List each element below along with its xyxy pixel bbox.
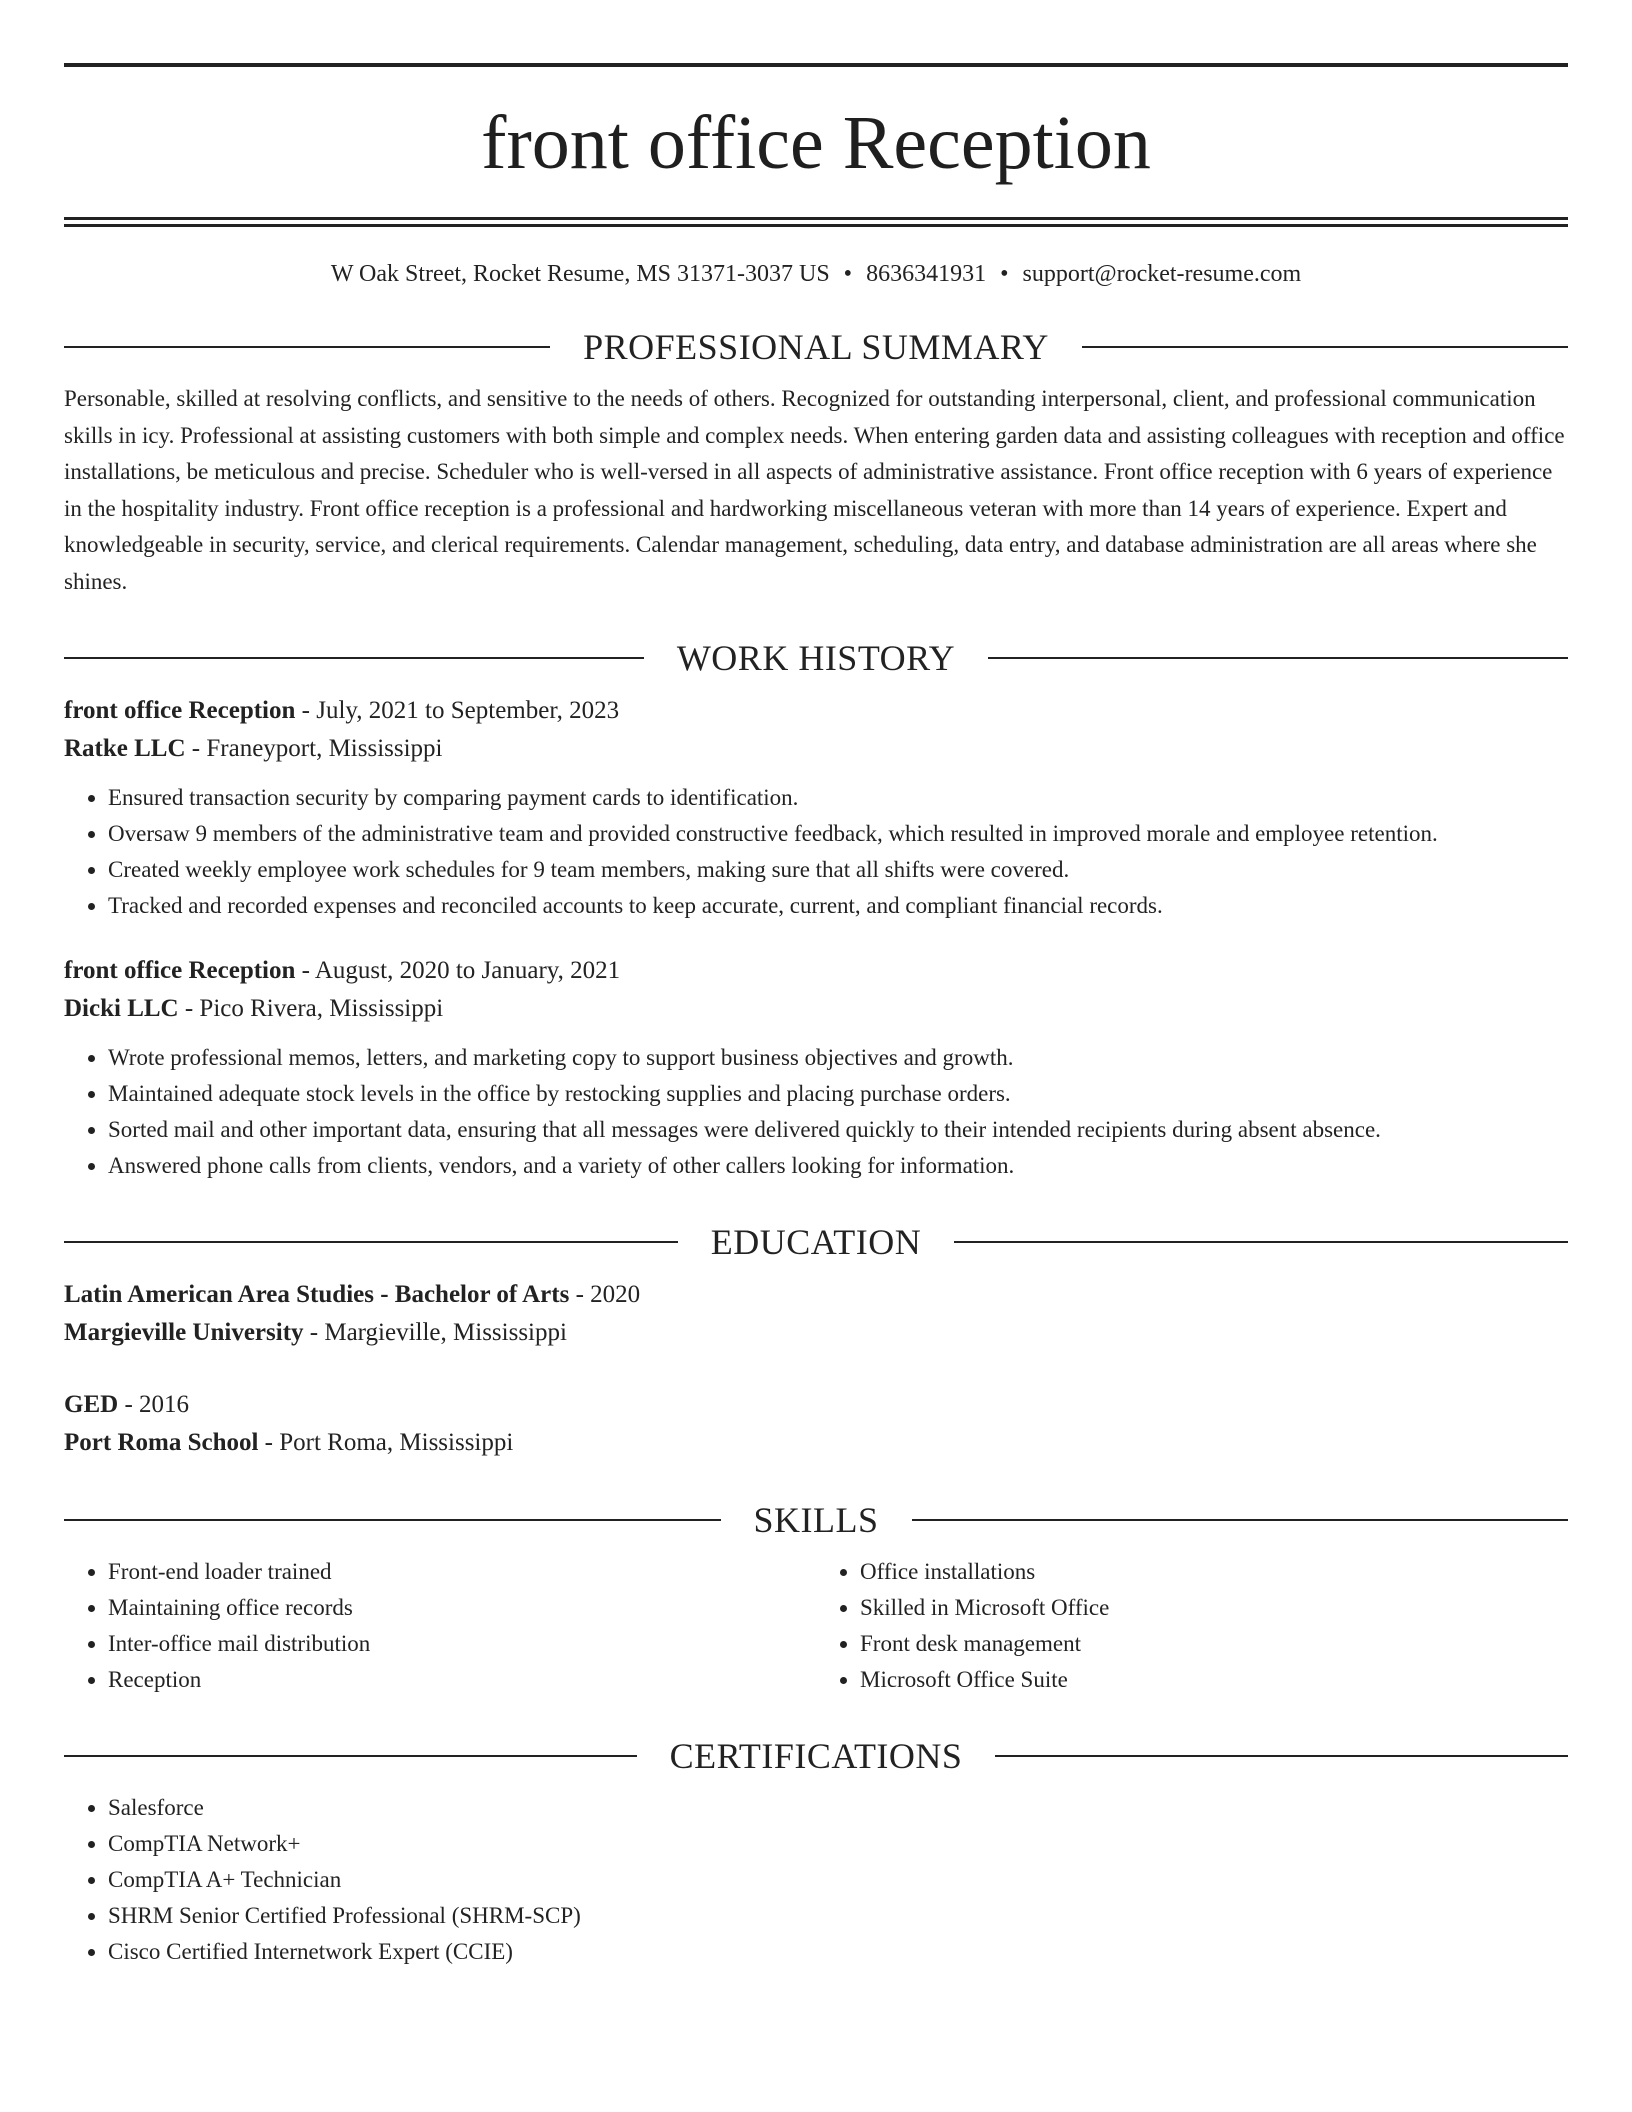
job-location: - Franeyport, Mississippi [185,735,443,762]
list-item: • Maintaining office records [108,1590,816,1626]
education-school: Port Roma School [64,1429,259,1456]
job-title-line [64,692,1568,730]
skills-list-left [64,1554,816,1698]
job-company-line [64,990,1568,1028]
resume-name: front office Reception [481,101,1151,185]
list-item: • Skilled in Microsoft Office [860,1590,1568,1626]
contact-address: W Oak Street, Rocket Resume, MS 31371-3037 US [330,261,830,287]
job-entry [64,952,1568,1184]
list-item: • Sorted mail and other important data, ensuring that all messages were delivered quickly to their intended recipients during absent absence. [108,1112,1568,1148]
education-degree-line [64,1276,1568,1314]
top-rule [64,63,1568,67]
list-item: • Maintained adequate stock levels in the office by restocking supplies and placing purchase orders. [108,1076,1568,1112]
job-bullets [64,1040,1568,1184]
job-company: Dicki LLC [64,995,179,1022]
section-rule-right [954,1241,1568,1243]
section-header-skills [64,1500,1568,1540]
job-location: - Pico Rivera, Mississippi [178,995,444,1022]
education-entry [64,1386,1568,1462]
list-item: • CompTIA A+ Technician [108,1862,1568,1898]
section-title-summary: PROFESSIONAL SUMMARY [583,327,1049,367]
list-item: • Created weekly employee work schedules for 9 team members, making sure that all shifts were covered. [108,852,1568,888]
list-item: • Salesforce [108,1790,1568,1826]
education-year: - 2020 [569,1281,641,1308]
list-item: • Ensured transaction security by comparing payment cards to identification. [108,780,1568,816]
list-item: • Wrote professional memos, letters, and marketing copy to support business objectives and growth. [108,1040,1568,1076]
list-item: • SHRM Senior Certified Professional (SHRM-SCP) [108,1898,1568,1934]
section-title-certifications: CERTIFICATIONS [669,1736,963,1776]
contact-phone: 8636341931 [866,261,987,287]
education-school-line [64,1424,1568,1462]
list-item: • Oversaw 9 members of the administrative team and provided constructive feedback, which resulted in improved morale and employee retention. [108,816,1568,852]
list-item: • Answered phone calls from clients, vendors, and a variety of other callers looking for information. [108,1148,1568,1184]
section-rule-right [988,657,1568,659]
section-header-education [64,1222,1568,1262]
contact-email: support@rocket-resume.com [1022,261,1302,287]
list-item: • CompTIA Network+ [108,1826,1568,1862]
job-company-line [64,730,1568,768]
job-dates: - July, 2021 to September, 2023 [295,697,620,724]
section-header-work [64,638,1568,678]
section-rule-left [64,657,644,659]
contact-separator: • [1000,261,1009,287]
section-rule-left [64,1519,721,1521]
education-school-line [64,1314,1568,1352]
section-rule-left [64,1755,637,1757]
list-item: • Front-end loader trained [108,1554,816,1590]
header-double-rule [64,217,1568,227]
section-rule-left [64,1241,678,1243]
job-bullets [64,780,1568,924]
section-rule-right [912,1519,1569,1521]
contact-line [64,259,1568,289]
section-title-education: EDUCATION [710,1222,922,1262]
skills-list-right [816,1554,1568,1698]
education-location: - Port Roma, Mississippi [258,1429,514,1456]
section-header-certifications [64,1736,1568,1776]
section-title-work: WORK HISTORY [676,638,956,678]
job-company: Ratke LLC [64,735,186,762]
list-item: • Tracked and recorded expenses and reconciled accounts to keep accurate, current, and compliant financial records. [108,888,1568,924]
education-school: Margieville University [64,1319,304,1346]
section-rule-right [1082,346,1568,348]
education-year: - 2016 [118,1391,190,1418]
skills-columns [64,1554,1568,1698]
summary-text: Personable, skilled at resolving conflicts, and sensitive to the needs of others. Recognized for outstanding interpersonal, client, and professional communication skills in icy. Professional at assisting customers with both simple and complex needs. When entering garden data and assisting colleagues with reception and office installations, be meticulous and precise. Scheduler who is well-versed in all aspects of administrative assistance. Front office reception with 6 years of experience in the hospitality industry. Front office reception is a professional and hardworking miscellaneous veteran with more than 14 years of experience. Expert and knowledgeable in security, service, and clerical requirements. Calendar management, scheduling, data entry, and database administration are all areas where she shines. [64,386,1565,594]
job-title-line [64,952,1568,990]
job-role: front office Reception [64,697,296,724]
certifications-list [64,1790,1568,1970]
list-item: • Microsoft Office Suite [860,1662,1568,1698]
section-header-summary [64,327,1568,367]
list-item: • Office installations [860,1554,1568,1590]
list-item: • Reception [108,1662,816,1698]
list-item: • Inter-office mail distribution [108,1626,816,1662]
job-role: front office Reception [64,957,296,984]
section-rule-right [995,1755,1568,1757]
education-degree: GED [64,1391,119,1418]
education-location: - Margieville, Mississippi [303,1319,567,1346]
section-rule-left [64,346,550,348]
education-degree-line [64,1386,1568,1424]
education-entry [64,1276,1568,1352]
list-item: • Cisco Certified Internetwork Expert (CCIE) [108,1934,1568,1970]
section-title-skills: SKILLS [753,1500,879,1540]
list-item: • Front desk management [860,1626,1568,1662]
contact-separator: • [843,261,853,287]
education-degree: Latin American Area Studies - Bachelor of Arts [64,1281,570,1308]
job-entry [64,692,1568,924]
job-dates: - August, 2020 to January, 2021 [295,957,621,984]
